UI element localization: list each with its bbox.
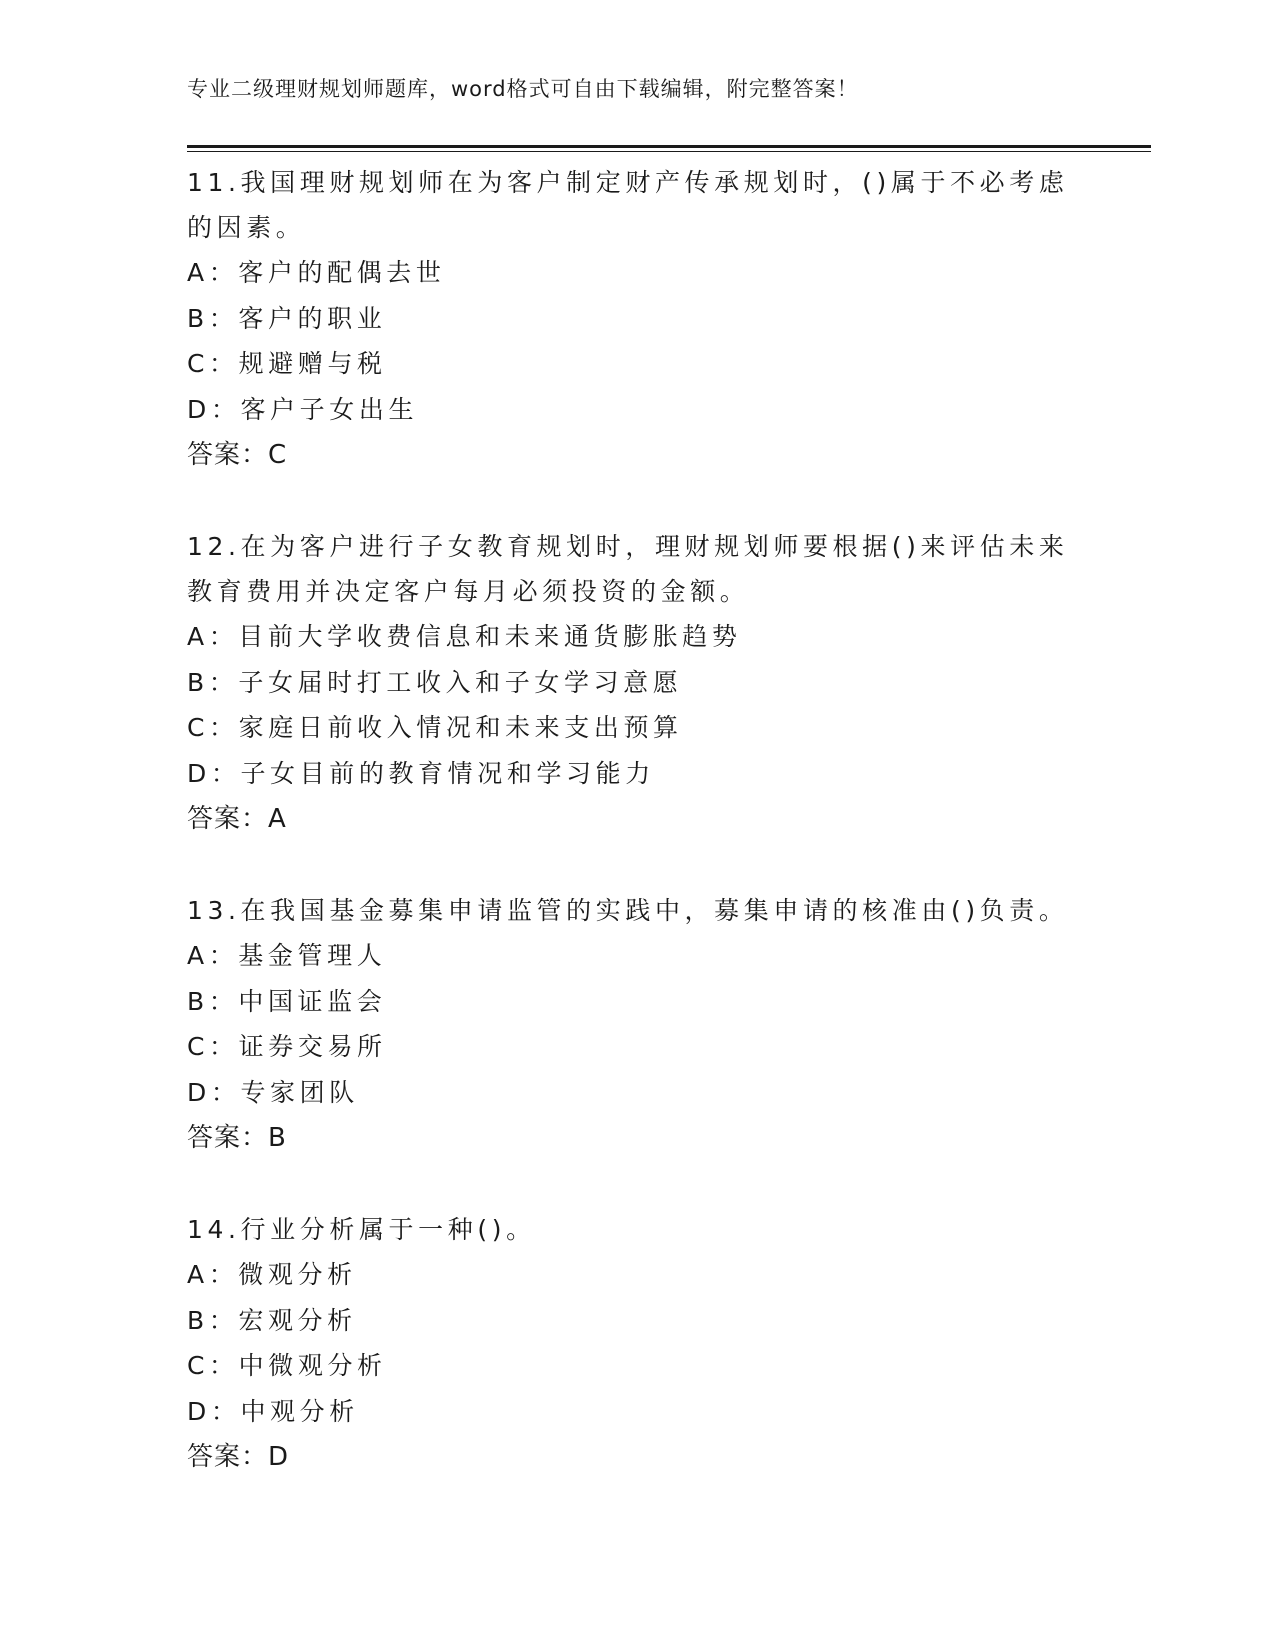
answer: 答案：A [187, 804, 287, 834]
question-stem: 11.我国理财规划师在为客户制定财产传承规划时，()属于不必考虑的因素。 [187, 168, 1069, 242]
question-stem: 12.在为客户进行子女教育规划时，理财规划师要根据()来评估未来教育费用并决定客户每月必须投资的金额。 [187, 532, 1069, 606]
option-a: A：基金管理人 [187, 941, 387, 970]
page-header: 专业二级理财规划师题库，word格式可自由下载编辑，附完整答案！ [187, 77, 859, 101]
question-stem: 14.行业分析属于一种()。 [187, 1215, 536, 1244]
option-b: B：客户的职业 [187, 303, 387, 333]
option-c: C：规避赠与税 [187, 349, 387, 378]
option-b: B：宏观分析 [187, 1305, 357, 1335]
option-d: D：中观分析 [187, 1396, 359, 1426]
answer: 答案：B [187, 1123, 287, 1153]
option-a: A：微观分析 [187, 1260, 357, 1289]
option-d: D：子女目前的教育情况和学习能力 [187, 758, 655, 788]
question-14 [187, 1207, 1087, 1480]
answer: 答案：D [187, 1442, 290, 1472]
question-13 [187, 888, 1087, 1161]
answer: 答案：C [187, 440, 288, 470]
header-rule-thick [187, 145, 1151, 148]
question-list [187, 160, 1087, 1526]
option-d: D：专家团队 [187, 1077, 359, 1107]
option-c: C：证券交易所 [187, 1032, 387, 1061]
option-a: A：客户的配偶去世 [187, 258, 446, 287]
option-c: C：家庭日前收入情况和未来支出预算 [187, 713, 683, 742]
option-b: B：中国证监会 [187, 986, 387, 1016]
question-12 [187, 524, 1087, 842]
question-stem: 13.在我国基金募集申请监管的实践中，募集申请的核准由()负责。 [187, 896, 1069, 925]
header-rule-thin [187, 151, 1151, 152]
option-a: A：目前大学收费信息和未来通货膨胀趋势 [187, 622, 742, 651]
option-c: C：中微观分析 [187, 1351, 387, 1380]
question-11 [187, 160, 1087, 478]
option-d: D：客户子女出生 [187, 394, 419, 424]
option-b: B：子女届时打工收入和子女学习意愿 [187, 667, 683, 697]
